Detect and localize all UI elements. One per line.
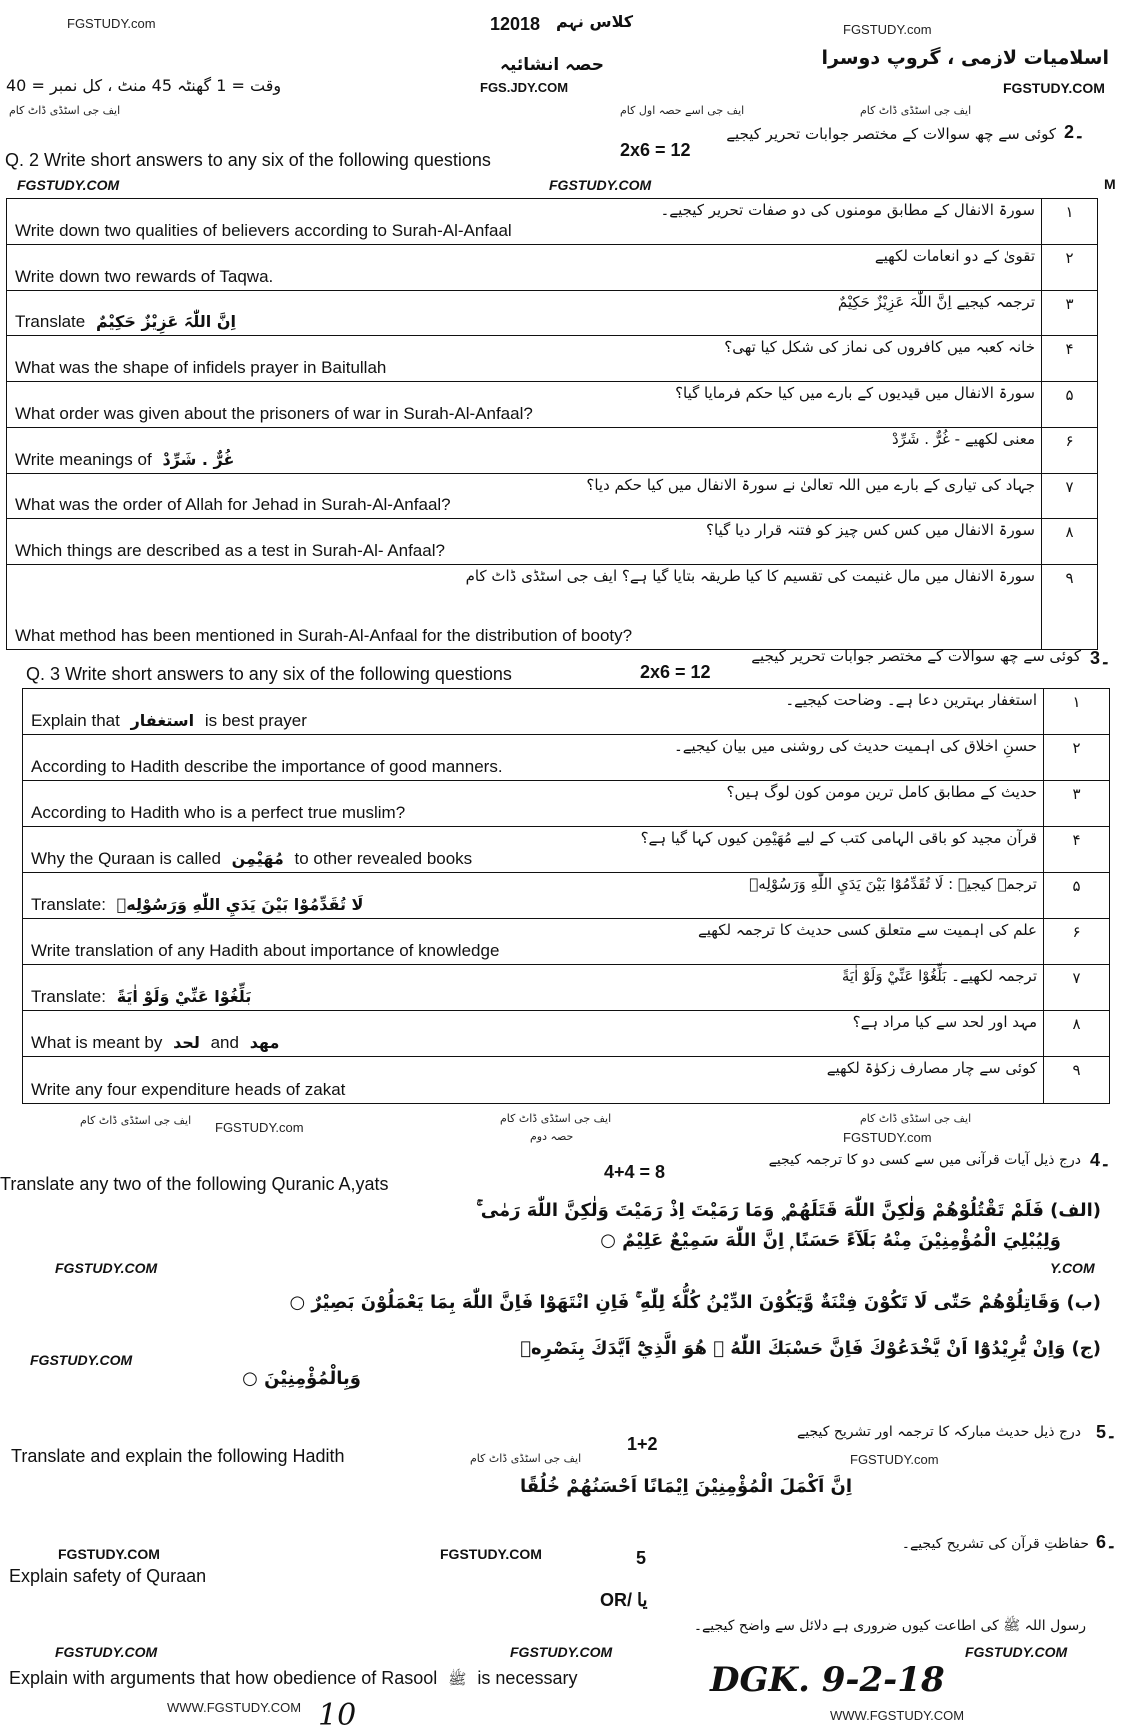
question-row — [23, 965, 1109, 1011]
question-english — [31, 803, 405, 823]
question-number: ۳ — [1041, 291, 1097, 336]
question-row — [23, 1057, 1109, 1103]
english-text: Write any four expenditure heads of zakat — [31, 1080, 346, 1099]
verse-line: وَبِالْمُؤْمِنِيْنَ ○ — [242, 1368, 361, 1389]
question-english — [31, 987, 257, 1007]
q6-alternative-instruction — [9, 1668, 577, 1690]
english-text: Translate: — [31, 895, 106, 914]
arabic-term: لحد — [173, 1033, 200, 1052]
q4-urdu-instruction: درج ذیل آیات قرآنی میں سے کسی دو کا ترجمہ کیجیے — [768, 1152, 1081, 1168]
question-number: ۲ — [1041, 245, 1097, 290]
question-number: ۶ — [1043, 919, 1109, 964]
question-urdu: حسنِ اخلاق کی اہمیت حدیث کی روشنی میں بیان کیجیے۔ — [673, 737, 1037, 755]
question-number: ۸ — [1043, 1011, 1109, 1056]
question-number: ۳ — [1043, 781, 1109, 826]
watermark: FGSTUDY.COM — [965, 1644, 1068, 1660]
q3-instruction: Q. 3 Write short answers to any six of the following questions — [26, 664, 512, 684]
arabic-term: اِنَّ اللّٰہَ عَزِیْزٌ حَکِیْمٌ — [95, 312, 236, 332]
urdu-watermark: ایف جی اسٹڈی ڈاٹ کام — [80, 1114, 192, 1127]
question-number: ۷ — [1041, 474, 1097, 519]
question-row — [23, 735, 1109, 781]
question-english — [31, 757, 503, 777]
english-text: What method has been mentioned in Surah-Al-Anfaal for the distribution of booty? — [15, 625, 633, 645]
q4-marks: 4+4 = 8 — [604, 1162, 666, 1182]
english-text: Why the Quraan is called — [31, 849, 221, 868]
question-row — [23, 689, 1109, 735]
watermark: FGSTUDY.COM — [55, 1260, 158, 1276]
question-number: ۸ — [1041, 519, 1097, 564]
question-row — [23, 1011, 1109, 1057]
question-english — [15, 450, 240, 470]
question-urdu: کوئی سے چار مصارف زکوٰۃ لکھیے — [826, 1059, 1037, 1077]
question-number: ۶ — [1041, 428, 1097, 473]
q4-number: 4۔ — [1090, 1150, 1111, 1170]
question-urdu: جہاد کی تیاری کے بارے میں اللہ تعالیٰ نے سورۃ الانفال میں کیا حکم دیا؟ — [586, 475, 1035, 494]
margin-mark: M — [1104, 176, 1116, 192]
alt-text: is necessary — [477, 1668, 578, 1688]
verse-line: (الف) فَلَمْ تَقْتُلُوْهُمْ وَلٰكِنَّ اللّٰهَ قَتَلَهُمْ ۪ وَمَا رَمَيْتَ اِذْ رَمَيْتَ وَلٰكِنَّ اللّٰهَ رَمٰى ۚ — [476, 1200, 1101, 1221]
question-english — [15, 404, 533, 424]
watermark: Y.COM — [1050, 1260, 1095, 1276]
urdu-watermark: ایف جی اسٹڈی ڈاٹ کام — [860, 104, 972, 117]
question-row — [7, 474, 1097, 520]
question-row — [7, 336, 1097, 382]
question-english — [15, 358, 386, 378]
question-row — [7, 565, 1097, 649]
question-row — [7, 382, 1097, 428]
watermark: FGSTUDY.com — [215, 1120, 304, 1135]
watermark: FGSTUDY.COM — [30, 1352, 133, 1368]
english-text: What order was given about the prisoners of war in Surah-Al-Anfaal? — [15, 403, 533, 423]
q6-urdu-instruction: حفاظتِ قرآن کی تشریح کیجیے۔ — [901, 1536, 1089, 1552]
watermark: FGSTUDY.COM — [510, 1644, 613, 1660]
or-label: OR/ یا — [600, 1590, 648, 1610]
question-urdu: معنی لکھیے - غُرٌّ . شَرِّدْ — [891, 429, 1035, 448]
urdu-watermark: ایف جی اسٹڈی ڈاٹ کام — [470, 1452, 582, 1465]
question-urdu: سورۃ الانفال میں قیدیوں کے بارے میں کیا حکم فرمایا گیا؟ — [675, 384, 1035, 403]
english-text: Translate: — [31, 987, 106, 1006]
question-row — [23, 827, 1109, 873]
question-urdu: ترجمہ کیجیے : لَا تُقَدِّمُوْا بَيْنَ يَدَيِ اللّٰهِ وَرَسُوْلِهٖ — [749, 875, 1037, 893]
question-number: ۹ — [1043, 1057, 1109, 1103]
arabic-term: مهد — [249, 1033, 280, 1052]
question-urdu: سورۃ الانفال میں مال غنیمت کی تقسیم کا کیا طریقہ بتایا گیا ہے؟ ایف جی اسٹڈی ڈاٹ کام — [465, 567, 1035, 586]
question-english — [15, 495, 451, 515]
question-english — [15, 312, 242, 332]
question-urdu: تقویٰ کے دو انعامات لکھیے — [874, 246, 1035, 265]
question-english — [15, 541, 445, 561]
question-row — [7, 245, 1097, 291]
handwritten-date: DGK. 9-2-18 — [710, 1660, 945, 1700]
watermark: FGSTUDY.com — [843, 22, 932, 37]
q2-number: 2۔ — [1064, 122, 1085, 142]
english-text: What is meant by — [31, 1033, 163, 1052]
hadith-text: اِنَّ اَكْمَلَ الْمُؤْمِنِيْنَ اِيْمَانًا اَحْسَنُهُمْ خُلُقًا — [520, 1476, 853, 1497]
question-number: ۹ — [1041, 565, 1097, 649]
q5-number: 5۔ — [1096, 1422, 1117, 1442]
english-text: According to Hadith who is a perfect true muslim? — [31, 803, 406, 822]
watermark: FGSTUDY.COM — [549, 177, 652, 193]
english-text: Which things are described as a test in Surah-Al- Anfaal? — [15, 541, 445, 561]
q6-marks: 5 — [636, 1548, 647, 1568]
english-text: Write meanings of — [15, 449, 152, 469]
q5-instruction: Translate and explain the following Hadith — [11, 1446, 345, 1466]
q2-marks: 2x6 = 12 — [620, 140, 691, 160]
english-text: to other revealed books — [294, 849, 473, 868]
question-row — [7, 428, 1097, 474]
exam-year: 12018 — [490, 14, 541, 34]
question-urdu: سورۃ الانفال کے مطابق مومنوں کی دو صفات تحریر کیجیے۔ — [660, 201, 1035, 219]
time-and-marks: وقت = 1 گھنٹہ 45 منٹ ، کل نمبر = 40 — [6, 76, 282, 95]
english-text: Write down two qualities of believers according to Surah-Al-Anfaal — [15, 220, 512, 240]
english-text: Write translation of any Hadith about importance of knowledge — [31, 941, 500, 960]
salawat-symbol: ﷺ — [448, 1670, 467, 1688]
question-urdu: قرآن مجید کو باقی الہامی کتب کے لیے مُهَيْمِن کیوں کہا گیا ہے؟ — [640, 829, 1037, 847]
question-row — [7, 519, 1097, 565]
section-title: حصہ انشائیہ — [500, 55, 605, 75]
q3-marks: 2x6 = 12 — [640, 662, 711, 682]
question-row — [7, 199, 1097, 245]
question-number: ۵ — [1041, 382, 1097, 427]
question-urdu: علم کی اہمیت سے متعلق کسی حدیث کا ترجمہ لکھیے — [697, 921, 1037, 939]
q5-urdu-instruction: درج ذیل حدیث مبارکہ کا ترجمہ اور تشریح کیجیے — [797, 1424, 1081, 1440]
verse-line: وَلِيُبْلِيَ الْمُؤْمِنِيْنَ مِنْهُ بَلَآءً حَسَنًا ۭ اِنَّ اللّٰهَ سَمِيْعٌ عَلِيْمٌ ○ — [600, 1230, 1061, 1251]
q2-urdu-instruction: کوئی سے چھ سوالات کے مختصر جوابات تحریر کیجیے — [726, 125, 1056, 143]
english-text: Explain that — [31, 711, 120, 730]
urdu-watermark: ایف جی اسٹڈی ڈاٹ کام — [500, 1112, 612, 1125]
subject-title: اسلامیات لازمی ، گروپ دوسرا — [821, 47, 1109, 69]
english-text: What was the order of Allah for Jehad in Surah-Al-Anfaal? — [15, 495, 451, 515]
question-number: ۱ — [1043, 689, 1109, 734]
watermark: FGSTUDY.COM — [17, 177, 120, 193]
question-urdu: مہد اور لحد سے کیا مراد ہے؟ — [852, 1013, 1037, 1031]
english-text: Write down two rewards of Taqwa. — [15, 266, 274, 286]
question-english — [31, 1080, 345, 1100]
watermark: FGSTUDY.com — [843, 1130, 932, 1145]
alt-text: Explain with arguments that how obedience of Rasool — [9, 1668, 438, 1688]
watermark: FGSTUDY.com — [850, 1452, 939, 1467]
question-urdu: استغفار بہترین دعا ہے۔ وضاحت کیجیے۔ — [785, 691, 1037, 709]
urdu-watermark: ایف جی اسٹڈی ڈاٹ کام — [9, 104, 121, 117]
urdu-watermark: ایف جی اسٹڈی ڈاٹ کام — [860, 1112, 972, 1125]
q2-question-table — [6, 198, 1098, 650]
question-row — [23, 781, 1109, 827]
section-2-title: حصہ دوم — [530, 1130, 574, 1143]
arabic-term: مُهَيْمِن — [231, 849, 284, 868]
verse-line: (ج) وَاِنْ يُّرِيْدُوْٓا اَنْ يَّخْدَعُوْكَ فَاِنَّ حَسْبَكَ اللّٰهُ ۭ هُوَ الَّذِيْٓ اَيَّدَكَ بِنَصْرِهٖ — [520, 1338, 1101, 1359]
question-english — [15, 221, 512, 241]
english-text: and — [210, 1033, 239, 1052]
watermark: FGSTUDY.COM — [58, 1546, 160, 1562]
watermark: WWW.FGSTUDY.COM — [167, 1700, 302, 1715]
q3-urdu-instruction: کوئی سے چھ سوالات کے مختصر جوابات تحریر کیجیے — [751, 647, 1081, 665]
question-english — [31, 849, 472, 869]
english-text: is best prayer — [204, 711, 307, 730]
q6-number: 6۔ — [1096, 1532, 1117, 1552]
arabic-term: غُرٌّ . شَرِّدْ — [162, 449, 235, 469]
handwritten-score: 10 — [318, 1698, 357, 1733]
question-number: ۵ — [1043, 873, 1109, 918]
question-number: ۴ — [1041, 336, 1097, 381]
question-english — [31, 1033, 285, 1053]
q6-urdu-alternative: رسول اللہ ﷺ کی اطاعت کیوں ضروری ہے دلائل سے واضح کیجیے۔ — [693, 1618, 1086, 1634]
q4-instruction: Translate any two of the following Quranic A,yats — [0, 1174, 389, 1194]
q3-number: 3۔ — [1090, 648, 1111, 668]
question-urdu: خانہ کعبہ میں کافروں کی نماز کی شکل کیا تھی؟ — [724, 338, 1035, 357]
question-urdu: ترجمہ کیجیے اِنَّ اللّٰہَ عَزِیْزٌ حَکِیْمٌ — [837, 292, 1035, 311]
watermark: FGSTUDY.COM — [1003, 80, 1105, 96]
question-english — [15, 267, 273, 287]
q2-instruction: Q. 2 Write short answers to any six of the following questions — [5, 150, 491, 170]
question-row — [7, 291, 1097, 337]
question-urdu: سورۃ الانفال میں کس کس چیز کو فتنہ قرار دیا گیا؟ — [706, 521, 1035, 540]
question-english — [31, 941, 499, 961]
watermark: FGSTUDY.COM — [440, 1546, 542, 1562]
question-english — [31, 711, 307, 731]
urdu-watermark: ایف جی اسے حصہ اول کام — [620, 104, 745, 117]
q3-question-table — [22, 688, 1110, 1104]
arabic-term: لَا تُقَدِّمُوْا بَيْنَ يَدَيِ اللّٰهِ وَرَسُوْلِهٖ — [116, 895, 364, 914]
watermark: WWW.FGSTUDY.COM — [830, 1708, 965, 1723]
q5-marks: 1+2 — [627, 1434, 658, 1454]
watermark: FGSTUDY.com — [67, 16, 156, 31]
question-row — [23, 873, 1109, 919]
english-text: What was the shape of infidels prayer in Baitullah — [15, 358, 387, 378]
q6-instruction: Explain safety of Quraan — [9, 1566, 207, 1586]
class-label: کلاس نہم — [556, 12, 634, 31]
question-number: ۷ — [1043, 965, 1109, 1010]
english-text: According to Hadith describe the importance of good manners. — [31, 757, 503, 776]
watermark: FGS.JDY.COM — [480, 80, 569, 95]
question-urdu: ترجمہ لکھیے۔ بَلِّغُوْا عَنِّيْ وَلَوْ اٰيَةً — [841, 967, 1037, 985]
question-number: ۱ — [1041, 199, 1097, 244]
arabic-term: استغفار — [130, 711, 195, 730]
verse-line: (ب) وَقَاتِلُوْهُمْ حَتّٰى لَا تَكُوْنَ فِتْنَةٌ وَّيَكُوْنَ الدِّيْنُ كُلُّهٗ لِلّٰهِ ۚ فَاِنِ انْتَهَوْا فَاِنَّ اللّٰهَ بِمَا يَعْمَلُوْنَ بَصِيْرٌ ○ — [289, 1292, 1101, 1313]
arabic-term: بَلِّغُوْا عَنِّيْ وَلَوْ اٰيَةً — [116, 987, 252, 1006]
question-number: ۲ — [1043, 735, 1109, 780]
question-number: ۴ — [1043, 827, 1109, 872]
watermark: FGSTUDY.COM — [55, 1644, 158, 1660]
question-english — [15, 626, 632, 646]
question-urdu: حدیث کے مطابق کامل ترین مومن کون لوگ ہیں؟ — [726, 783, 1037, 801]
english-text: Translate — [15, 312, 86, 332]
question-row — [23, 919, 1109, 965]
question-english — [31, 895, 369, 915]
